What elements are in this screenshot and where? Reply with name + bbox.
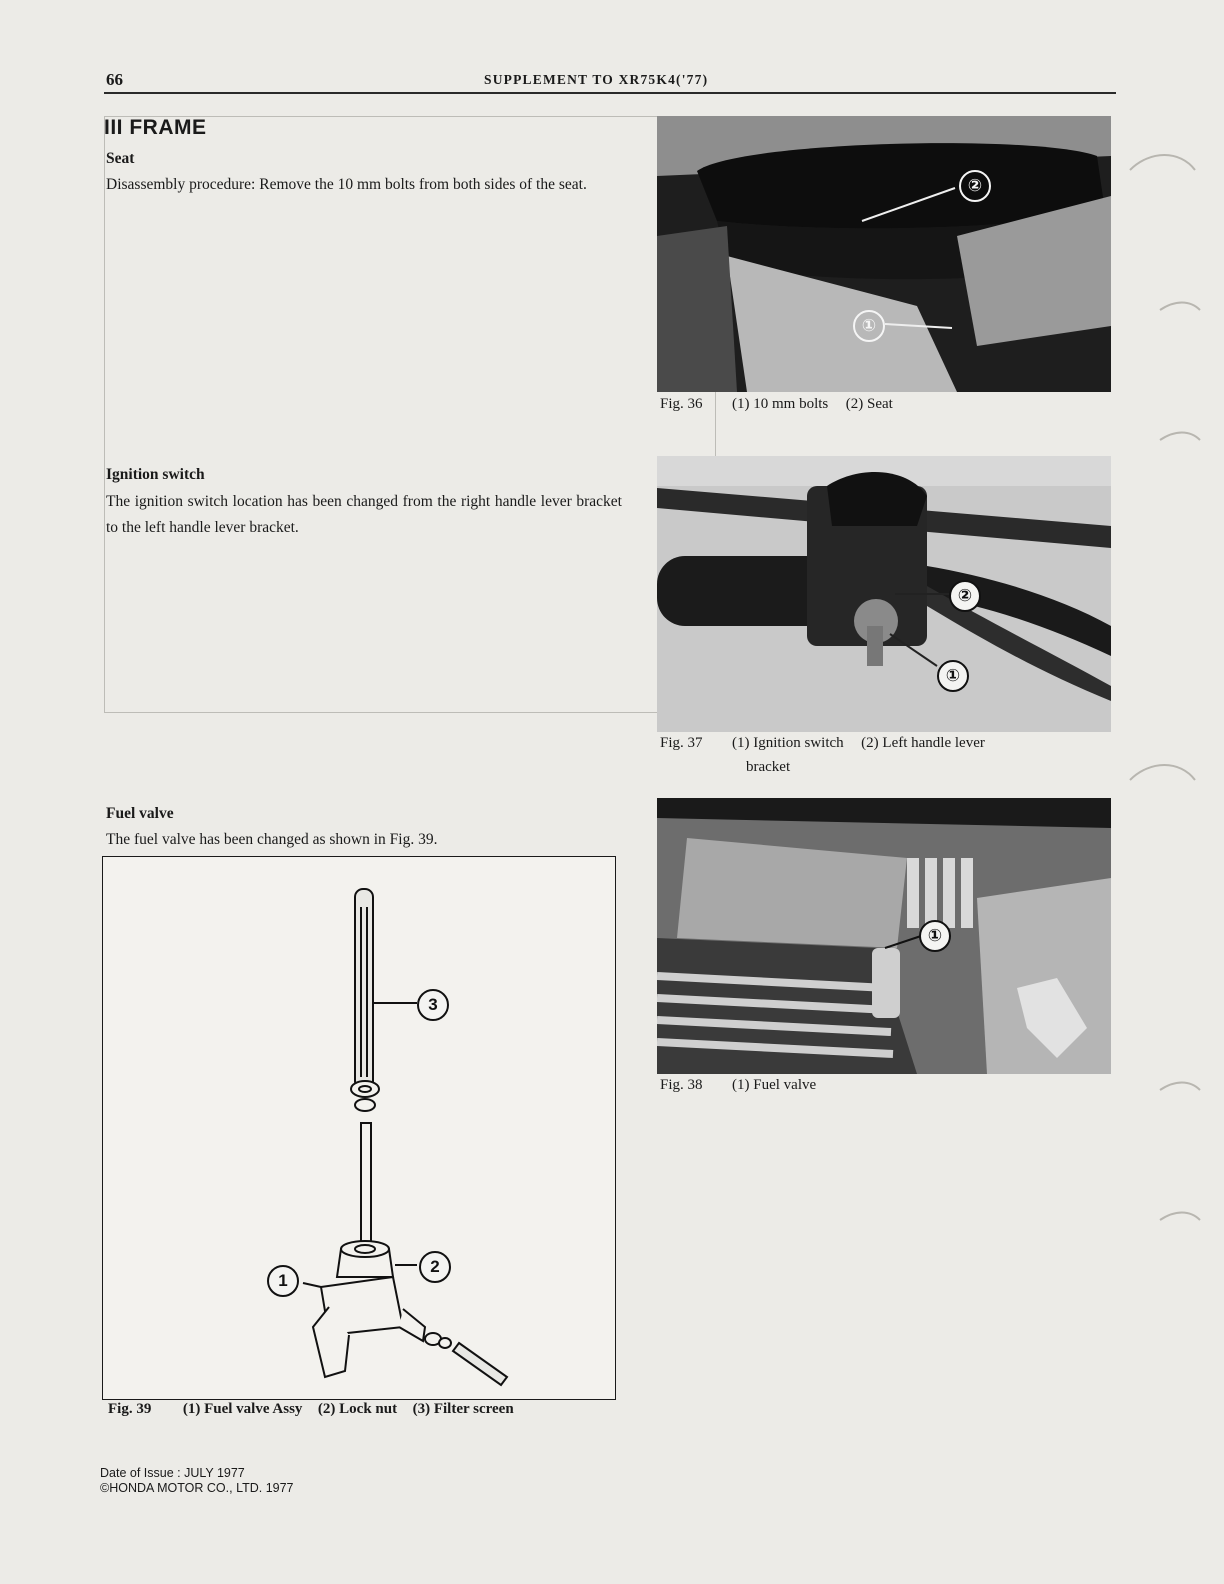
fig37-photo bbox=[657, 456, 1111, 732]
fuel-valve-exploded-drawing bbox=[103, 857, 615, 1399]
copyright: ©HONDA MOTOR CO., LTD. 1977 bbox=[100, 1481, 294, 1495]
fig39-item-1: (1) Fuel valve Assy bbox=[182, 1401, 303, 1417]
fig37-caption-cont: bracket bbox=[746, 759, 791, 775]
binder-ring-marks bbox=[1120, 140, 1210, 1240]
fig36-caption bbox=[660, 396, 893, 413]
fig37-item-1: (1) Ignition switch bbox=[732, 735, 844, 751]
engine-photo-illustration bbox=[657, 798, 1111, 1074]
page-number: 66 bbox=[106, 70, 123, 89]
fig39-item-2: (2) Lock nut bbox=[317, 1401, 398, 1417]
fig37-label: Fig. 37 bbox=[660, 735, 703, 751]
fig38-callout-1: ① bbox=[919, 920, 951, 952]
fig36-item-1: (1) 10 mm bolts bbox=[732, 396, 829, 412]
fig39-callout-3: 3 bbox=[417, 989, 449, 1021]
fig38-photo bbox=[657, 798, 1111, 1074]
fig36-photo bbox=[657, 116, 1111, 392]
fig37-item-2: (2) Left handle lever bbox=[861, 735, 985, 751]
seat-photo-illustration bbox=[657, 116, 1111, 392]
fuel-valve-text: The fuel valve has been changed as shown in Fig. 39. bbox=[106, 831, 438, 848]
seat-heading: Seat bbox=[106, 150, 135, 167]
fig37-caption bbox=[660, 735, 1100, 752]
handlebar-photo-illustration bbox=[657, 456, 1111, 732]
fig38-caption bbox=[660, 1077, 816, 1094]
fig38-label: Fig. 38 bbox=[660, 1077, 703, 1093]
issue-date: Date of Issue : JULY 1977 bbox=[100, 1466, 245, 1480]
running-header: SUPPLEMENT TO XR75K4('77) bbox=[484, 72, 709, 87]
ignition-heading: Ignition switch bbox=[106, 466, 205, 483]
fig36-item-2: (2) Seat bbox=[845, 396, 893, 412]
bleed-through-box bbox=[104, 116, 716, 713]
seat-text: Disassembly procedure: Remove the 10 mm bolts from both sides of the seat. bbox=[106, 176, 587, 193]
fig39-caption bbox=[108, 1401, 514, 1418]
fig36-callout-2: ② bbox=[959, 170, 991, 202]
fig39-callout-1: 1 bbox=[267, 1265, 299, 1297]
ignition-text: The ignition switch location has been changed from the right handle lever bracket to the left handle lever bracket. bbox=[106, 493, 622, 536]
fig39-label: Fig. 39 bbox=[108, 1401, 152, 1417]
fig39-item-3: (3) Filter screen bbox=[412, 1401, 514, 1417]
fig36-label: Fig. 36 bbox=[660, 396, 703, 412]
header-rule bbox=[104, 92, 1116, 94]
section-title: III FRAME bbox=[104, 116, 207, 139]
fig36-callout-1: ① bbox=[853, 310, 885, 342]
fig38-item-1: (1) Fuel valve bbox=[732, 1077, 817, 1093]
fuel-valve-heading: Fuel valve bbox=[106, 805, 174, 822]
fig37-callout-2: ② bbox=[949, 580, 981, 612]
fig39-diagram bbox=[102, 856, 616, 1400]
fig37-callout-1: ① bbox=[937, 660, 969, 692]
fig39-callout-2: 2 bbox=[419, 1251, 451, 1283]
